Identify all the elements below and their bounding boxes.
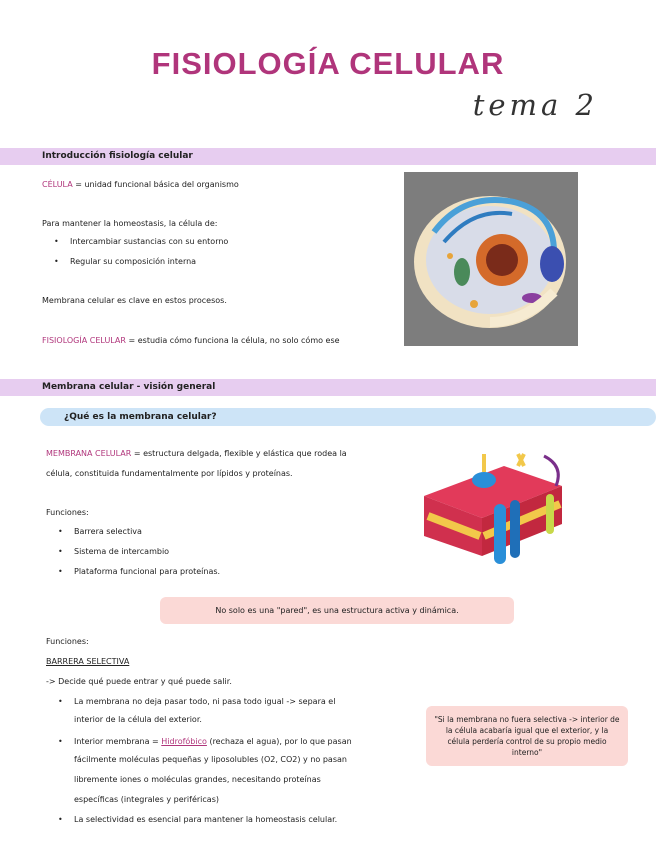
- membrane-illustration: [414, 446, 566, 584]
- b2-post: (rechaza el agua), por lo que pasan: [206, 737, 352, 746]
- membrana-definition-2: célula, constituida fundamentalmente por lípidos y proteínas.: [46, 469, 293, 478]
- list-item: • Intercambiar sustancias con su entorno: [70, 236, 228, 248]
- celula-term: CÉLULA: [42, 180, 73, 189]
- section-heading-intro: Introducción fisiología celular: [0, 148, 656, 165]
- list-item-cont: específicas (integrales y periféricas): [74, 795, 219, 804]
- hidrofobico-link[interactable]: Hidrofóbico: [161, 737, 207, 746]
- homeostasis-intro: Para mantener la homeostasis, la célula de:: [42, 219, 218, 228]
- membrane-key: Membrana celular es clave en estos procesos.: [42, 296, 227, 305]
- cell-icon: [404, 172, 578, 346]
- list-item: • La selectividad es esencial para mantener la homeostasis celular.: [74, 814, 337, 826]
- membrana-definition-1: [46, 448, 347, 460]
- list-item: [74, 736, 352, 748]
- list-item: • La membrana no deja pasar todo, ni pasa todo igual -> separa el: [74, 696, 335, 708]
- list-item: • Barrera selectiva: [74, 526, 142, 538]
- note-box: No solo es una "pared", es una estructura activa y dinámica.: [160, 597, 514, 624]
- list-item: • Sistema de intercambio: [74, 546, 169, 558]
- membrane-icon: [414, 446, 566, 584]
- barrera-heading: [46, 656, 129, 668]
- cell-illustration: [404, 172, 578, 346]
- membrana-term: MEMBRANA CELULAR: [46, 449, 132, 458]
- funciones-label: Funciones:: [46, 508, 89, 517]
- list-item-cont: fácilmente moléculas pequeñas y liposolubles (O2, CO2) y no pasan: [74, 755, 347, 764]
- celula-def: = unidad funcional básica del organismo: [72, 180, 239, 189]
- fisiologia-term: FISIOLOGÍA CELULAR: [42, 336, 126, 345]
- quote-box: "Si la membrana no fuera selectiva -> interior de la célula acabaría igual que el exterior, y la célula perdería control de su propio medio interno": [426, 706, 628, 766]
- list-item: • Regular su composición interna: [70, 256, 196, 268]
- fisiologia-definition: [42, 335, 340, 347]
- list-item-cont: interior de la célula del exterior.: [74, 715, 202, 724]
- barrera-intro: -> Decide qué puede entrar y qué puede salir.: [46, 677, 232, 686]
- list-item-cont: libremente iones o moléculas grandes, necesitando proteínas: [74, 775, 321, 784]
- celula-definition: [42, 179, 239, 191]
- membrana-def-1: = estructura delgada, flexible y elástica que rodea la: [131, 449, 347, 458]
- barrera-heading-text: BARRERA SELECTIVA: [46, 657, 130, 666]
- list-item: • Plataforma funcional para proteínas.: [74, 566, 220, 578]
- fisiologia-def: = estudia cómo funciona la célula, no solo cómo ese: [125, 336, 340, 345]
- b2-pre: Interior membrana =: [74, 737, 162, 746]
- section-heading-membrana: Membrana celular - visión general: [0, 379, 656, 396]
- page-title: FISIOLOGÍA CELULAR: [151, 46, 505, 81]
- funciones-label-2: Funciones:: [46, 637, 89, 646]
- page-subtitle: tema 2: [472, 88, 598, 122]
- subheading-que-es: ¿Qué es la membrana celular?: [40, 408, 656, 426]
